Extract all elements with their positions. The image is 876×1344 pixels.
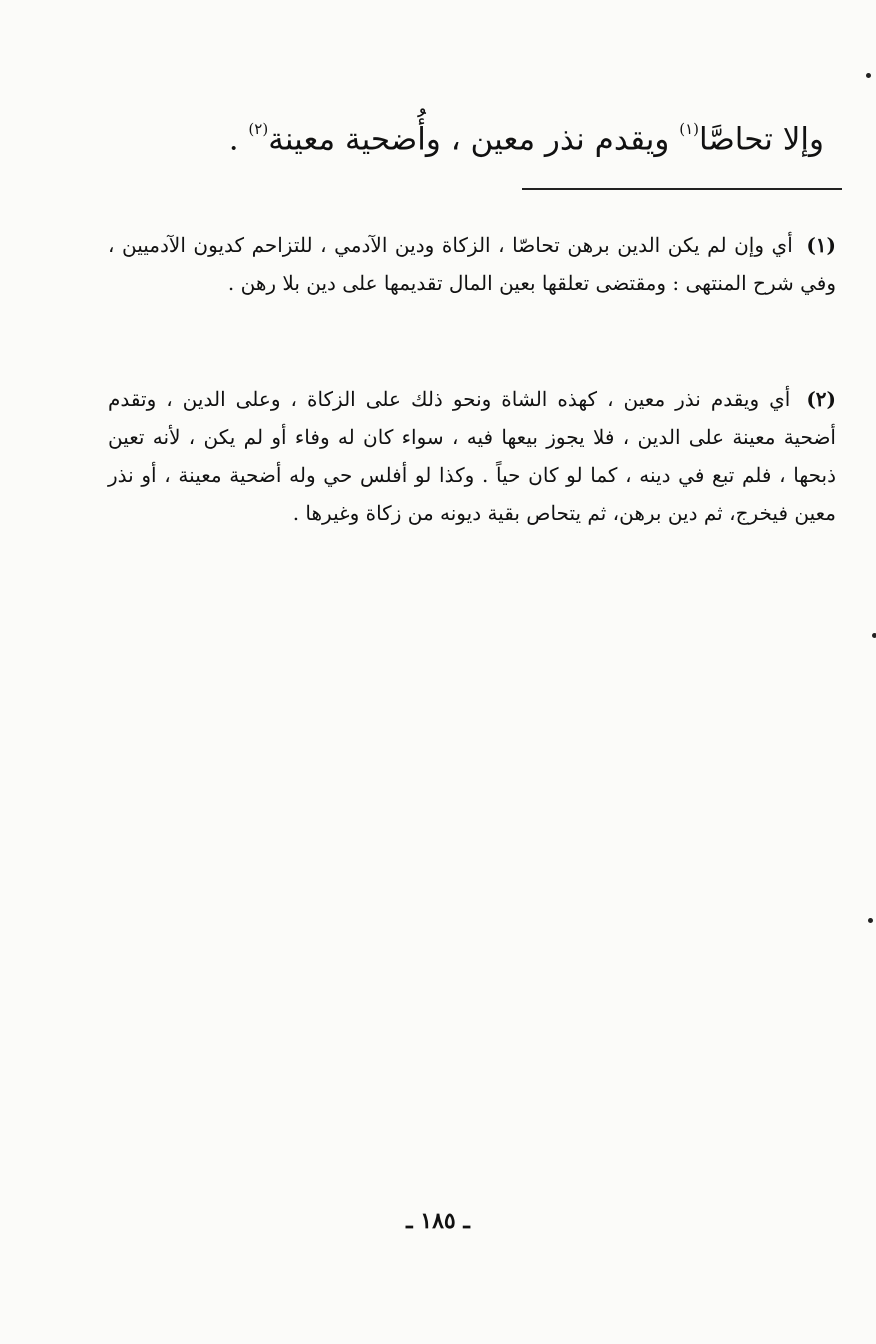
margin-dot-mark [868,918,873,923]
footnote-marker-1: (١) [679,120,700,138]
footnote-2-text: أي ويقدم نذر معين ، كهذه الشاة ونحو ذلك على الزكاة ، وعلى الدين ، وتقدم أضحية معينة على الدين ، فلا يجوز بيعها فيه ، سواء كان له وفاء أو لم يكن ، لأنه تعين ذبحها ، فلم تبع في دينه ، كما لو كان حياً . وكذا لو أفلس حي وله أضحية معينة ، أو نذر معين فيخرج، ثم دين برهن، ثم يتحاص بقية ديونه من زكاة وغيرها . [108,387,836,525]
footnote-2 [108,380,836,532]
footnote-1-number: (١) [806,233,836,257]
main-text-part1: وإلا تحاصَّا [699,121,824,158]
footnote-1-text: أي وإن لم يكن الدين برهن تحاصّا ، الزكاة ودين الآدمي ، للتزاحم كديون الآدميين ، وفي شرح المنتهى : ومقتضى تعلقها بعين المال تقديمها على دين بلا رهن . [108,233,836,295]
footnote-marker-2: (٢) [248,120,269,138]
main-text-part3: . [228,121,249,158]
margin-dot-mark [872,633,876,638]
footnote-2-number: (٢) [806,387,837,411]
main-text-line [124,108,824,164]
footnote-1 [108,226,836,302]
margin-dot-mark [866,73,871,78]
main-text-part2: ويقدم نذر معين ، وأُضحية معينة [268,121,680,158]
page-number: ـ ١٨٥ ـ [406,1208,470,1234]
footnote-separator-rule [522,188,842,190]
